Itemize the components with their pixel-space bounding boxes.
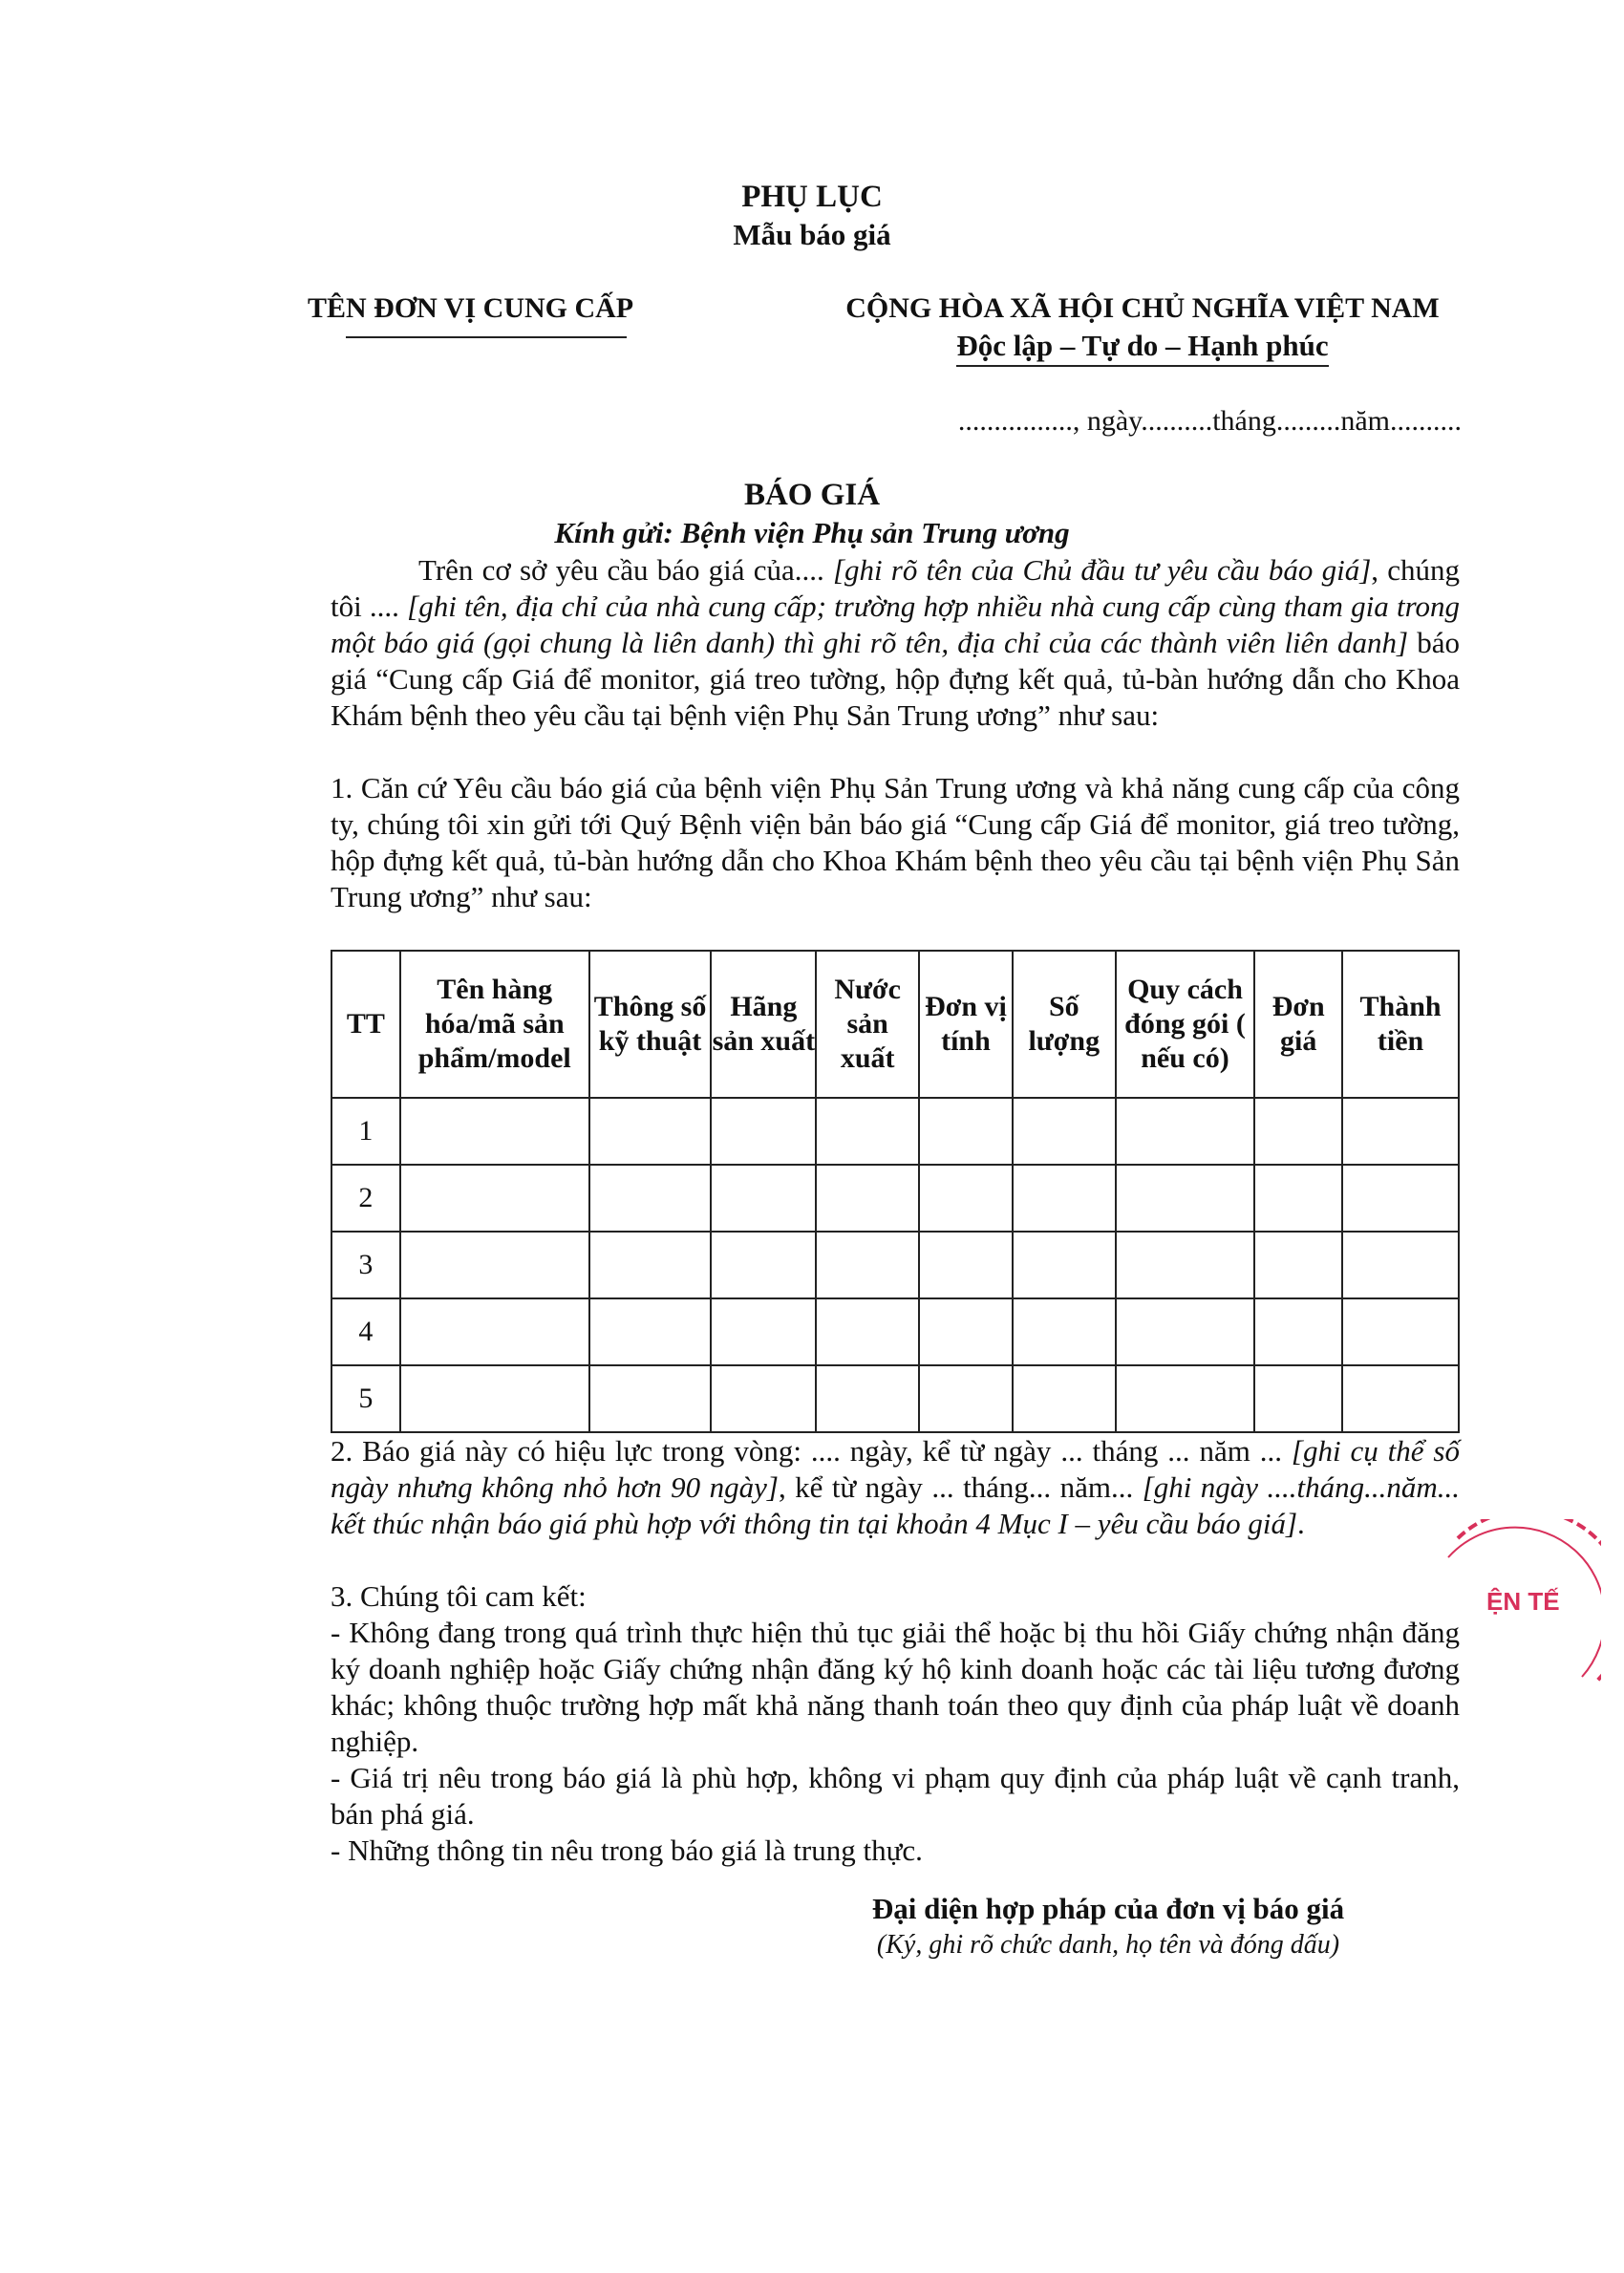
table-cell[interactable] bbox=[400, 1232, 589, 1298]
table-cell[interactable] bbox=[1013, 1365, 1116, 1432]
date-line: ................, ngày..........tháng.........năm.......... bbox=[957, 405, 1462, 437]
item-2-text-b: [ghi cụ thể số ngày nhưng không nhỏ hơn 90 ngày] bbox=[331, 1434, 1460, 1504]
commitment-1: - Không đang trong quá trình thực hiện thủ tục giải thể hoặc bị thu hồi Giấy chứng nhận đăng ký doanh nghiệp hoặc Giấy chứng nhận đăng ký hộ kinh doanh hoặc các tài liệu tương đương khác; không thuộc trường hợp mất khả năng thanh toán theo quy định của pháp luật về doanh nghiệp. bbox=[331, 1616, 1460, 1758]
appendix-subtitle: Mẫu báo giá bbox=[733, 218, 891, 251]
table-cell[interactable] bbox=[1013, 1298, 1116, 1365]
table-cell[interactable] bbox=[589, 1165, 712, 1232]
table-cell[interactable] bbox=[400, 1098, 589, 1165]
stamp-text: ỆN TẾ bbox=[1486, 1587, 1560, 1616]
table-cell[interactable] bbox=[1013, 1098, 1116, 1165]
nation-heading: CỘNG HÒA XÃ HỘI CHỦ NGHĨA VIỆT NAM bbox=[845, 292, 1440, 324]
header-unit: Đơn vị tính bbox=[919, 951, 1013, 1098]
item-2-text-a: 2. Báo giá này có hiệu lực trong vòng: .... ngày, kể từ ngày ... tháng ... năm ... bbox=[331, 1434, 1292, 1468]
row-number: 4 bbox=[331, 1298, 400, 1365]
row-number: 3 bbox=[331, 1232, 400, 1298]
table-row bbox=[331, 1298, 1459, 1365]
table-cell[interactable] bbox=[711, 1298, 816, 1365]
table-cell[interactable] bbox=[816, 1165, 919, 1232]
table-cell[interactable] bbox=[589, 1232, 712, 1298]
intro-text-c: , chúng tôi .... bbox=[331, 553, 1460, 623]
table-cell[interactable] bbox=[1013, 1165, 1116, 1232]
item-2-text-e: . bbox=[1297, 1507, 1305, 1540]
table-cell[interactable] bbox=[1342, 1298, 1459, 1365]
table-cell[interactable] bbox=[1116, 1298, 1255, 1365]
intro-paragraph bbox=[331, 552, 1460, 734]
table-cell[interactable] bbox=[1342, 1365, 1459, 1432]
table-cell[interactable] bbox=[919, 1365, 1013, 1432]
item-2-text-d: [ghi ngày ....tháng...năm... kết thúc nhận báo giá phù hợp với thông tin tại khoản 4 Mục I – yêu cầu báo giá] bbox=[331, 1470, 1461, 1540]
table-cell[interactable] bbox=[919, 1098, 1013, 1165]
table-header-row bbox=[331, 951, 1459, 1098]
table-cell[interactable] bbox=[400, 1298, 589, 1365]
header-total: Thành tiền bbox=[1342, 951, 1459, 1098]
item-2-paragraph bbox=[331, 1433, 1460, 1542]
table-cell[interactable] bbox=[711, 1098, 816, 1165]
table-cell[interactable] bbox=[711, 1165, 816, 1232]
table-row bbox=[331, 1365, 1459, 1432]
table-cell[interactable] bbox=[816, 1098, 919, 1165]
header-pack: Quy cách đóng gói ( nếu có) bbox=[1116, 951, 1255, 1098]
item-3-title: 3. Chúng tôi cam kết: bbox=[331, 1579, 587, 1613]
header-price: Đơn giá bbox=[1254, 951, 1342, 1098]
appendix-title: PHỤ LỤC bbox=[741, 180, 883, 214]
row-number: 5 bbox=[331, 1365, 400, 1432]
supplier-name: TÊN ĐƠN VỊ CUNG CẤP bbox=[308, 292, 634, 324]
table-cell[interactable] bbox=[711, 1365, 816, 1432]
table-cell[interactable] bbox=[1116, 1365, 1255, 1432]
table-cell[interactable] bbox=[711, 1232, 816, 1298]
quote-greeting: Kính gửi: Bệnh viện Phụ sản Trung ương bbox=[554, 516, 1070, 549]
table-cell[interactable] bbox=[1013, 1232, 1116, 1298]
row-number: 2 bbox=[331, 1165, 400, 1232]
signature-note: (Ký, ghi rõ chức danh, họ tên và đóng dấu) bbox=[876, 1930, 1340, 1960]
table-row bbox=[331, 1165, 1459, 1232]
table-cell[interactable] bbox=[1116, 1165, 1255, 1232]
table-cell[interactable] bbox=[1342, 1232, 1459, 1298]
table-cell[interactable] bbox=[919, 1298, 1013, 1365]
table-cell[interactable] bbox=[400, 1165, 589, 1232]
commitment-2: - Giá trị nêu trong báo giá là phù hợp, không vi phạm quy định của pháp luật về cạnh tranh, bán phá giá. bbox=[331, 1761, 1460, 1831]
table-cell[interactable] bbox=[1254, 1232, 1342, 1298]
table-cell[interactable] bbox=[400, 1365, 589, 1432]
motto bbox=[827, 329, 1458, 367]
table-cell[interactable] bbox=[816, 1298, 919, 1365]
table-cell[interactable] bbox=[1254, 1165, 1342, 1232]
intro-text-e: báo giá “Cung cấp Giá để monitor, giá treo tường, hộp đựng kết quả, tủ-bàn hướng dẫn cho Khoa Khám bệnh theo yêu cầu tại bệnh viện Phụ Sản Trung ương” như sau: bbox=[331, 626, 1461, 732]
table-cell[interactable] bbox=[919, 1165, 1013, 1232]
table-cell[interactable] bbox=[589, 1098, 712, 1165]
table-cell[interactable] bbox=[1342, 1165, 1459, 1232]
table-cell[interactable] bbox=[1116, 1098, 1255, 1165]
table-cell[interactable] bbox=[816, 1232, 919, 1298]
table-cell[interactable] bbox=[1116, 1232, 1255, 1298]
table-cell[interactable] bbox=[1254, 1298, 1342, 1365]
supplier-underline bbox=[346, 336, 627, 338]
table-cell[interactable] bbox=[816, 1365, 919, 1432]
item-1-paragraph: 1. Căn cứ Yêu cầu báo giá của bệnh viện Phụ Sản Trung ương và khả năng cung cấp của công ty, chúng tôi xin gửi tới Quý Bệnh viện bản báo giá “Cung cấp Giá để monitor, giá treo tường, hộp đựng kết quả, tủ-bàn hướng dẫn cho Khoa Khám bệnh theo yêu cầu tại bệnh viện Phụ Sản Trung ương” như sau: bbox=[331, 771, 1460, 913]
table-cell[interactable] bbox=[589, 1365, 712, 1432]
header-qty: Số lượng bbox=[1013, 951, 1116, 1098]
row-number: 1 bbox=[331, 1098, 400, 1165]
table-cell[interactable] bbox=[1254, 1365, 1342, 1432]
quote-table bbox=[331, 950, 1460, 1433]
commitment-3: - Những thông tin nêu trong báo giá là trung thực. bbox=[331, 1833, 923, 1867]
header-tt: TT bbox=[331, 951, 400, 1098]
intro-text-a: Trên cơ sở yêu cầu báo giá của.... bbox=[418, 553, 833, 587]
table-cell[interactable] bbox=[919, 1232, 1013, 1298]
header-country: Nước sản xuất bbox=[816, 951, 919, 1098]
item-2-text-c: , kể từ ngày ... tháng... năm... bbox=[778, 1470, 1143, 1504]
header-name: Tên hàng hóa/mã sản phẩm/model bbox=[400, 951, 589, 1098]
table-row bbox=[331, 1232, 1459, 1298]
table-row bbox=[331, 1098, 1459, 1165]
table-cell[interactable] bbox=[1254, 1098, 1342, 1165]
header-maker: Hãng sản xuất bbox=[711, 951, 816, 1098]
motto-text: Độc lập – Tự do – Hạnh phúc bbox=[956, 329, 1328, 367]
intro-text-d: [ghi tên, địa chỉ của nhà cung cấp; trường hợp nhiều nhà cung cấp cùng tham gia trong một báo giá (gọi chung là liên danh) thì ghi rõ tên, địa chỉ của các thành viên liên danh] bbox=[331, 590, 1460, 659]
red-stamp-icon bbox=[1429, 1519, 1601, 1710]
table-cell[interactable] bbox=[1342, 1098, 1459, 1165]
quote-title: BÁO GIÁ bbox=[743, 478, 881, 512]
intro-text-b: [ghi rõ tên của Chủ đầu tư yêu cầu báo giá] bbox=[832, 553, 1372, 587]
table-cell[interactable] bbox=[589, 1298, 712, 1365]
signature-title: Đại diện hợp pháp của đơn vị báo giá bbox=[871, 1892, 1345, 1925]
header-spec: Thông số kỹ thuật bbox=[589, 951, 712, 1098]
